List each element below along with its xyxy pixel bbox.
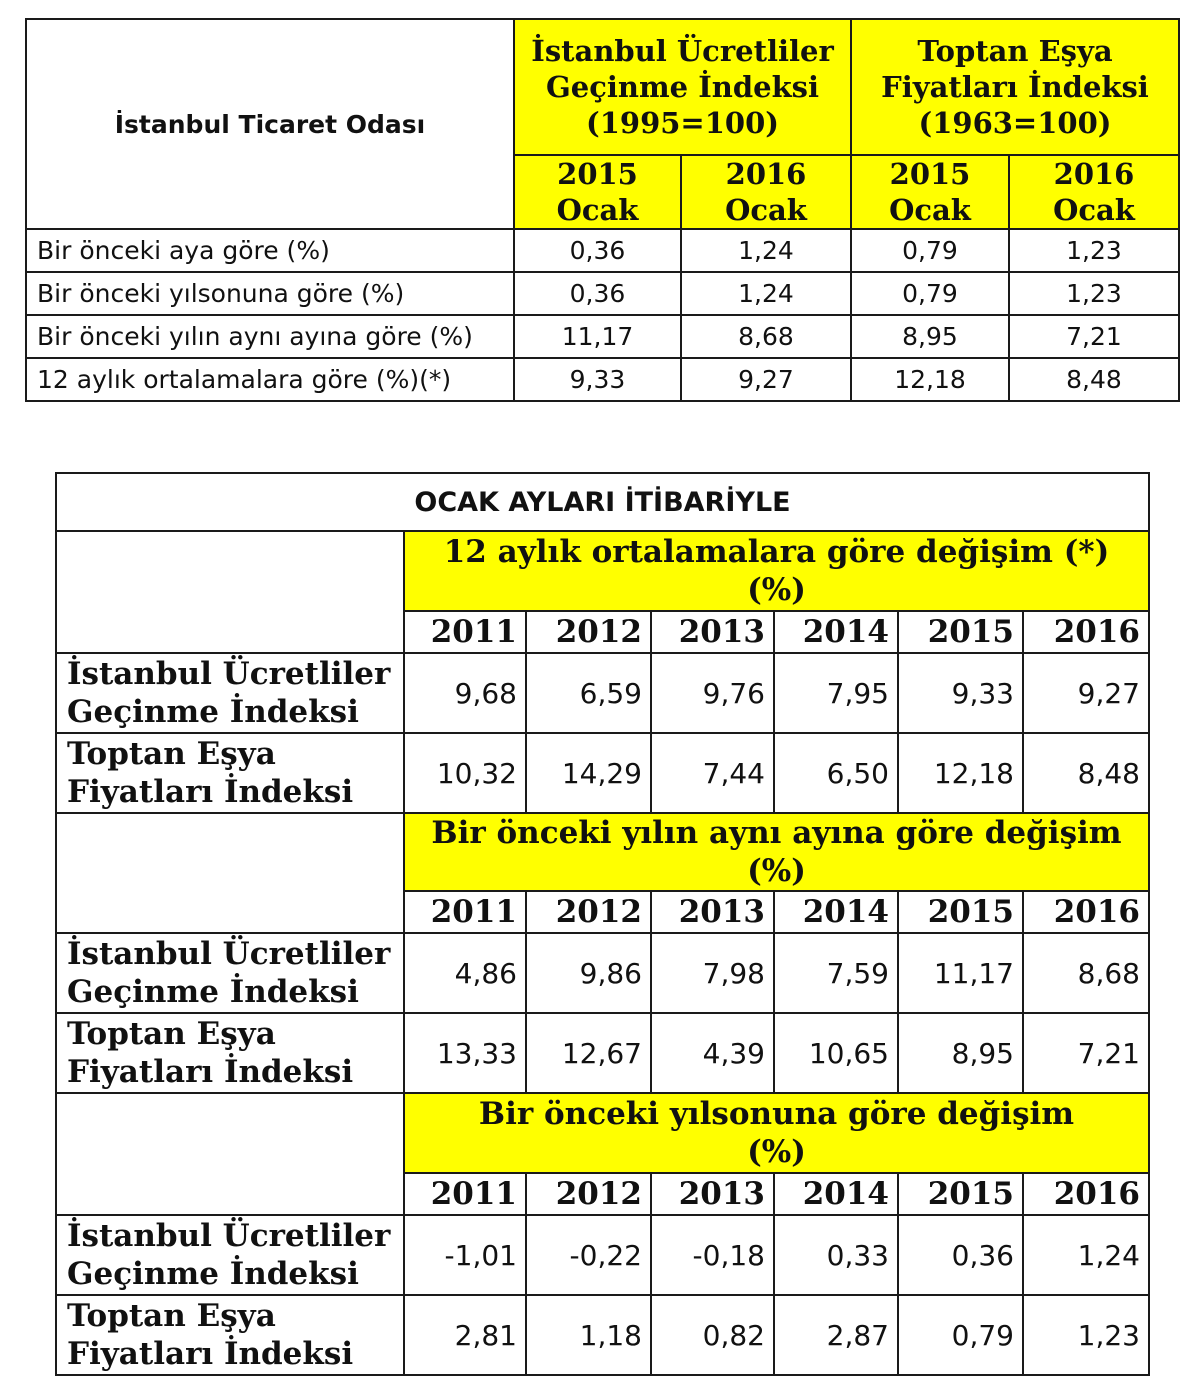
table-row xyxy=(26,358,1179,401)
year-header: 2012 xyxy=(526,611,651,653)
cell-value: 11,17 xyxy=(514,315,681,358)
table-row xyxy=(56,1295,1149,1375)
row-label: Bir önceki yılsonuna göre (%) xyxy=(26,272,514,315)
subheader-month: Ocak xyxy=(1053,193,1135,227)
section-title-unit: (%) xyxy=(747,1134,806,1170)
cell-value: 14,29 xyxy=(526,733,651,813)
table-row xyxy=(56,1013,1149,1093)
cell-value: 1,23 xyxy=(1009,272,1179,315)
cell-value: 6,50 xyxy=(774,733,898,813)
table1-subheader xyxy=(514,155,681,229)
row-label-line: Toptan Eşya xyxy=(67,1298,276,1334)
row-label xyxy=(56,733,404,813)
year-header: 2013 xyxy=(651,1173,774,1215)
section-blank-cell xyxy=(56,1093,404,1215)
cell-value: 0,79 xyxy=(851,229,1009,272)
year-header: 2012 xyxy=(526,1173,651,1215)
year-header: 2012 xyxy=(526,891,651,933)
group-title-line: Fiyatları İndeksi xyxy=(881,70,1149,104)
table-row xyxy=(26,315,1179,358)
row-label-line: Toptan Eşya xyxy=(67,1016,276,1052)
section-title-line: Bir önceki yılsonuna göre değişim xyxy=(478,1096,1075,1132)
table-row xyxy=(56,653,1149,733)
cell-value: 2,87 xyxy=(774,1295,898,1375)
cell-value: 7,59 xyxy=(774,933,898,1013)
year-header: 2015 xyxy=(898,611,1023,653)
table-row xyxy=(56,933,1149,1013)
subheader-month: Ocak xyxy=(889,193,971,227)
cell-value: 0,79 xyxy=(851,272,1009,315)
section-header-prev-year-end xyxy=(404,1093,1149,1173)
cell-value: 7,21 xyxy=(1023,1013,1149,1093)
cell-value: 10,32 xyxy=(404,733,526,813)
row-label-line: İstanbul Ücretliler xyxy=(67,656,391,692)
cell-value: 0,82 xyxy=(651,1295,774,1375)
year-header: 2011 xyxy=(404,1173,526,1215)
cell-value: 8,48 xyxy=(1023,733,1149,813)
cell-value: 9,68 xyxy=(404,653,526,733)
group-title-line: Geçinme İndeksi xyxy=(545,70,820,104)
cell-value: 1,18 xyxy=(526,1295,651,1375)
row-label: Bir önceki aya göre (%) xyxy=(26,229,514,272)
year-header: 2011 xyxy=(404,611,526,653)
table1-subheader xyxy=(1009,155,1179,229)
year-header: 2011 xyxy=(404,891,526,933)
subheader-year: 2015 xyxy=(557,157,638,191)
row-label xyxy=(56,1215,404,1295)
table1-corner-title: İstanbul Ticaret Odası xyxy=(26,19,514,229)
year-header: 2014 xyxy=(774,611,898,653)
cell-value: 7,44 xyxy=(651,733,774,813)
section-title-line: 12 aylık ortalamalara göre değişim (*) xyxy=(443,534,1110,570)
subheader-month: Ocak xyxy=(556,193,639,227)
table-row xyxy=(26,229,1179,272)
cell-value: 4,86 xyxy=(404,933,526,1013)
year-header: 2014 xyxy=(774,1173,898,1215)
row-label xyxy=(56,653,404,733)
cell-value: 1,23 xyxy=(1009,229,1179,272)
row-label: Bir önceki yılın aynı ayına göre (%) xyxy=(26,315,514,358)
cell-value: 7,21 xyxy=(1009,315,1179,358)
index-summary-table xyxy=(25,18,1180,402)
cell-value: 0,36 xyxy=(514,272,681,315)
group-title-base: (1963=100) xyxy=(918,106,1112,140)
row-label-line: Geçinme İndeksi xyxy=(67,1256,359,1292)
row-label-line: Fiyatları İndeksi xyxy=(67,774,354,810)
row-label-line: Geçinme İndeksi xyxy=(67,694,359,730)
cell-value: 9,27 xyxy=(681,358,851,401)
row-label xyxy=(56,933,404,1013)
cell-value: 1,24 xyxy=(681,229,851,272)
year-header: 2013 xyxy=(651,611,774,653)
cell-value: -0,18 xyxy=(651,1215,774,1295)
january-comparison-table xyxy=(55,472,1150,1376)
subheader-month: Ocak xyxy=(725,193,807,227)
table1-subheader xyxy=(681,155,851,229)
cell-value: 9,86 xyxy=(526,933,651,1013)
table-row xyxy=(56,733,1149,813)
cell-value: 1,23 xyxy=(1023,1295,1149,1375)
cell-value: 9,33 xyxy=(514,358,681,401)
cell-value: 12,18 xyxy=(898,733,1023,813)
cell-value: 0,36 xyxy=(898,1215,1023,1295)
row-label-line: Fiyatları İndeksi xyxy=(67,1336,354,1372)
row-label-line: Geçinme İndeksi xyxy=(67,974,359,1010)
cell-value: 0,79 xyxy=(898,1295,1023,1375)
table1-group-header-toptan xyxy=(851,19,1179,155)
group-title-line: İstanbul Ücretliler xyxy=(531,34,834,68)
table1-subheader xyxy=(851,155,1009,229)
cell-value: 12,67 xyxy=(526,1013,651,1093)
year-header: 2013 xyxy=(651,891,774,933)
cell-value: 13,33 xyxy=(404,1013,526,1093)
year-header: 2015 xyxy=(898,891,1023,933)
row-label-line: İstanbul Ücretliler xyxy=(67,1218,391,1254)
cell-value: 4,39 xyxy=(651,1013,774,1093)
cell-value: 6,59 xyxy=(526,653,651,733)
year-header: 2014 xyxy=(774,891,898,933)
cell-value: 8,68 xyxy=(681,315,851,358)
cell-value: 8,68 xyxy=(1023,933,1149,1013)
cell-value: 11,17 xyxy=(898,933,1023,1013)
cell-value: 9,33 xyxy=(898,653,1023,733)
cell-value: 1,24 xyxy=(681,272,851,315)
cell-value: 12,18 xyxy=(851,358,1009,401)
row-label: 12 aylık ortalamalara göre (%)(*) xyxy=(26,358,514,401)
cell-value: 1,24 xyxy=(1023,1215,1149,1295)
subheader-year: 2016 xyxy=(725,157,807,191)
subheader-year: 2016 xyxy=(1053,157,1135,191)
year-header: 2016 xyxy=(1023,891,1149,933)
cell-value: 10,65 xyxy=(774,1013,898,1093)
group-title-base: (1995=100) xyxy=(586,106,779,140)
row-label-line: Fiyatları İndeksi xyxy=(67,1054,354,1090)
table2-title: OCAK AYLARI İTİBARİYLE xyxy=(56,473,1149,531)
table-row xyxy=(56,1215,1149,1295)
cell-value: 7,95 xyxy=(774,653,898,733)
table-row xyxy=(26,272,1179,315)
row-label-line: İstanbul Ücretliler xyxy=(67,936,391,972)
row-label xyxy=(56,1013,404,1093)
cell-value: -0,22 xyxy=(526,1215,651,1295)
year-header: 2016 xyxy=(1023,1173,1149,1215)
section-header-same-month-prev-year xyxy=(404,813,1149,891)
cell-value: 8,95 xyxy=(851,315,1009,358)
cell-value: 2,81 xyxy=(404,1295,526,1375)
cell-value: 9,76 xyxy=(651,653,774,733)
cell-value: 0,36 xyxy=(514,229,681,272)
cell-value: 0,33 xyxy=(774,1215,898,1295)
cell-value: 7,98 xyxy=(651,933,774,1013)
cell-value: 9,27 xyxy=(1023,653,1149,733)
cell-value: 8,48 xyxy=(1009,358,1179,401)
section-blank-cell xyxy=(56,531,404,653)
year-header: 2016 xyxy=(1023,611,1149,653)
cell-value: -1,01 xyxy=(404,1215,526,1295)
section-title-unit: (%) xyxy=(747,572,806,608)
group-title-line: Toptan Eşya xyxy=(917,34,1113,68)
section-blank-cell xyxy=(56,813,404,933)
subheader-year: 2015 xyxy=(889,157,971,191)
cell-value: 8,95 xyxy=(898,1013,1023,1093)
year-header: 2015 xyxy=(898,1173,1023,1215)
table1-group-header-ucretliler xyxy=(514,19,851,155)
row-label xyxy=(56,1295,404,1375)
section-header-12-month-average xyxy=(404,531,1149,611)
section-title-line: Bir önceki yılın aynı ayına göre değişim (%) xyxy=(431,815,1122,889)
row-label-line: Toptan Eşya xyxy=(67,736,276,772)
